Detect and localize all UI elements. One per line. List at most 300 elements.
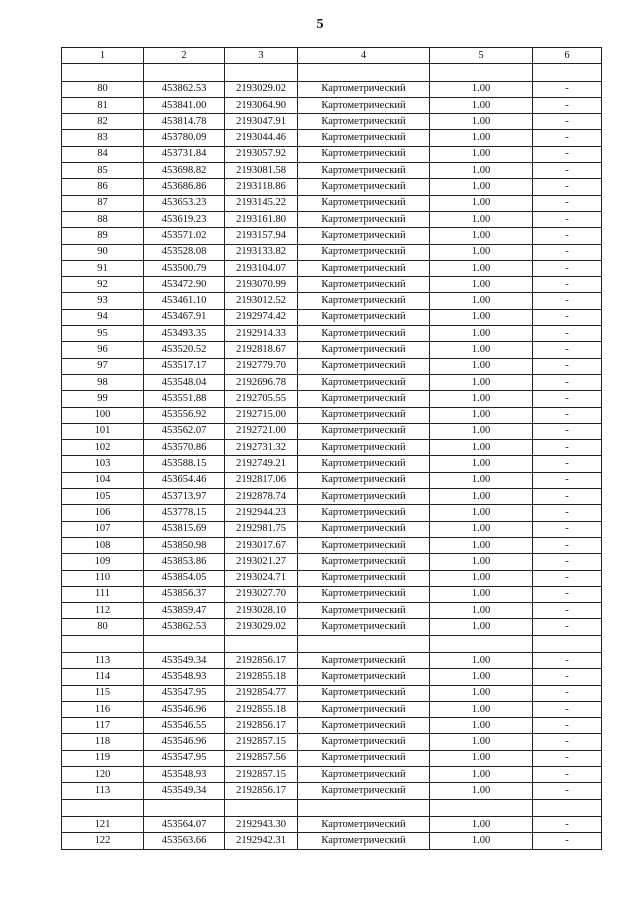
table-row (62, 472, 602, 488)
table-cell: - (533, 554, 602, 570)
table-cell: - (533, 407, 602, 423)
table-row (62, 505, 602, 521)
table-cell: 106 (62, 505, 144, 521)
table-cell: 117 (62, 718, 144, 734)
table-cell: 112 (62, 603, 144, 619)
table-cell: Картометрический (298, 619, 430, 635)
table-cell: 2192856.17 (225, 783, 298, 799)
table-cell: 1.00 (430, 603, 533, 619)
empty-cell (62, 64, 144, 81)
table-cell: 1.00 (430, 163, 533, 179)
table-cell: 2192855.18 (225, 701, 298, 717)
table-row (62, 211, 602, 227)
table-cell: 96 (62, 342, 144, 358)
table-cell: Картометрический (298, 81, 430, 97)
table-cell: Картометрический (298, 652, 430, 668)
table-cell: - (533, 211, 602, 227)
table-cell: Картометрический (298, 734, 430, 750)
table-cell: Картометрический (298, 244, 430, 260)
table-cell: - (533, 489, 602, 505)
table-cell: Картометрический (298, 701, 430, 717)
table-cell: 1.00 (430, 505, 533, 521)
table-cell: 100 (62, 407, 144, 423)
table-row (62, 326, 602, 342)
table-cell: 89 (62, 228, 144, 244)
table-cell: - (533, 456, 602, 472)
table-row (62, 767, 602, 783)
table-cell: 1.00 (430, 783, 533, 799)
table-cell: 2193118.86 (225, 179, 298, 195)
table-cell: 2193133.82 (225, 244, 298, 260)
table-cell: 1.00 (430, 833, 533, 849)
empty-cell (144, 64, 225, 81)
table-row (62, 277, 602, 293)
table-cell: 1.00 (430, 570, 533, 586)
table-cell: 2193012.52 (225, 293, 298, 309)
table-cell: 453850.98 (144, 537, 225, 553)
table-row (62, 146, 602, 162)
table-cell: 453713.97 (144, 489, 225, 505)
table-row (62, 489, 602, 505)
empty-cell (225, 799, 298, 816)
table-cell: 84 (62, 146, 144, 162)
table-cell: 453686.86 (144, 179, 225, 195)
table-cell: - (533, 505, 602, 521)
table-cell: 453548.93 (144, 669, 225, 685)
table-cell: - (533, 750, 602, 766)
table-cell: 122 (62, 833, 144, 849)
table-cell: 453853.86 (144, 554, 225, 570)
table-row (62, 521, 602, 537)
table-row (62, 456, 602, 472)
table-row (62, 244, 602, 260)
table-row (62, 309, 602, 325)
table-cell: 108 (62, 537, 144, 553)
table-cell: 2193028.10 (225, 603, 298, 619)
table-cell: 1.00 (430, 537, 533, 553)
table-cell: Картометрический (298, 277, 430, 293)
table-cell: 453854.05 (144, 570, 225, 586)
table-cell: 1.00 (430, 358, 533, 374)
table-cell: Картометрический (298, 391, 430, 407)
table-cell: 90 (62, 244, 144, 260)
table-cell: 453547.95 (144, 685, 225, 701)
table-row (62, 260, 602, 276)
table-cell: 2193161.80 (225, 211, 298, 227)
table-cell: Картометрический (298, 228, 430, 244)
table-cell: 2193029.02 (225, 619, 298, 635)
table-cell: 453562.07 (144, 423, 225, 439)
table-cell: 2193024.71 (225, 570, 298, 586)
empty-cell (225, 64, 298, 81)
table-row (62, 537, 602, 553)
header-cell: 5 (430, 48, 533, 64)
table-cell: Картометрический (298, 669, 430, 685)
page-number: 5 (316, 17, 324, 32)
table-cell: 2193145.22 (225, 195, 298, 211)
table-cell: 2192857.56 (225, 750, 298, 766)
table-cell: 2192721.00 (225, 423, 298, 439)
table-cell: 87 (62, 195, 144, 211)
table-cell: 453862.53 (144, 619, 225, 635)
table-cell: 86 (62, 179, 144, 195)
table-cell: - (533, 440, 602, 456)
table-row (62, 293, 602, 309)
table-cell: 1.00 (430, 81, 533, 97)
table-cell: Картометрический (298, 750, 430, 766)
table-cell: 119 (62, 750, 144, 766)
table-cell: 1.00 (430, 374, 533, 390)
table-cell: 102 (62, 440, 144, 456)
table-row (62, 669, 602, 685)
table-cell: 453814.78 (144, 114, 225, 130)
table-cell: Картометрический (298, 130, 430, 146)
table-cell: Картометрический (298, 423, 430, 439)
table-cell: 1.00 (430, 652, 533, 668)
table-row (62, 586, 602, 602)
table-cell: 118 (62, 734, 144, 750)
empty-cell (533, 64, 602, 81)
table-cell: 2192818.67 (225, 342, 298, 358)
table-cell: 1.00 (430, 489, 533, 505)
table-cell: - (533, 718, 602, 734)
table-cell: 453548.93 (144, 767, 225, 783)
table-row (62, 228, 602, 244)
table-cell: 104 (62, 472, 144, 488)
coordinates-table (61, 47, 602, 850)
table-cell: 2192944.23 (225, 505, 298, 521)
table-cell: 2192974.42 (225, 309, 298, 325)
table-cell: 2192942.31 (225, 833, 298, 849)
table-cell: 1.00 (430, 179, 533, 195)
table-cell: Картометрический (298, 570, 430, 586)
table-cell: Картометрический (298, 309, 430, 325)
table-cell: 88 (62, 211, 144, 227)
table-cell: 85 (62, 163, 144, 179)
table-cell: 2192856.17 (225, 718, 298, 734)
table-cell: 83 (62, 130, 144, 146)
table-cell: 2192914.33 (225, 326, 298, 342)
table-cell: - (533, 391, 602, 407)
table-cell: 2192856.17 (225, 652, 298, 668)
table-cell: 111 (62, 586, 144, 602)
table-cell: 1.00 (430, 423, 533, 439)
empty-cell (430, 64, 533, 81)
table-cell: 113 (62, 652, 144, 668)
table-row (62, 358, 602, 374)
table-row (62, 342, 602, 358)
empty-cell (298, 635, 430, 652)
table-cell: 82 (62, 114, 144, 130)
table-cell: - (533, 374, 602, 390)
table-cell: Картометрический (298, 489, 430, 505)
table-cell: 2193044.46 (225, 130, 298, 146)
table-cell: 1.00 (430, 146, 533, 162)
table-cell: - (533, 833, 602, 849)
table-cell: Картометрический (298, 179, 430, 195)
table-cell: 1.00 (430, 211, 533, 227)
table-cell: - (533, 603, 602, 619)
table-cell: 453571.02 (144, 228, 225, 244)
table-cell: Картометрический (298, 537, 430, 553)
table-cell: 2192857.15 (225, 767, 298, 783)
table-cell: 453547.95 (144, 750, 225, 766)
table-row (62, 652, 602, 668)
table-cell: 1.00 (430, 228, 533, 244)
table-cell: - (533, 685, 602, 701)
table-cell: - (533, 619, 602, 635)
table-cell: Картометрический (298, 603, 430, 619)
table-cell: - (533, 309, 602, 325)
table-cell: 116 (62, 701, 144, 717)
empty-cell (533, 635, 602, 652)
table-cell: 2193057.92 (225, 146, 298, 162)
table-row (62, 570, 602, 586)
table-cell: Картометрический (298, 685, 430, 701)
table-cell: 453654.46 (144, 472, 225, 488)
table-cell: 115 (62, 685, 144, 701)
table-cell: 453563.66 (144, 833, 225, 849)
table-cell: 2193017.67 (225, 537, 298, 553)
table-cell: 453546.55 (144, 718, 225, 734)
table-cell: 2192857.15 (225, 734, 298, 750)
table-cell: 110 (62, 570, 144, 586)
empty-cell (430, 799, 533, 816)
table-cell: 453859.47 (144, 603, 225, 619)
table-cell: 81 (62, 97, 144, 113)
empty-cell (225, 635, 298, 652)
table-cell: - (533, 816, 602, 832)
table-cell: Картометрический (298, 833, 430, 849)
empty-cell (62, 799, 144, 816)
separator-row (62, 799, 602, 816)
table-cell: 453528.08 (144, 244, 225, 260)
table-cell: 453461.10 (144, 293, 225, 309)
table-cell: 1.00 (430, 195, 533, 211)
table-cell: 453731.84 (144, 146, 225, 162)
table-cell: Картометрический (298, 374, 430, 390)
table-cell: Картометрический (298, 816, 430, 832)
table-cell: 1.00 (430, 734, 533, 750)
table-cell: - (533, 423, 602, 439)
table-cell: 453493.35 (144, 326, 225, 342)
table-cell: 453778.15 (144, 505, 225, 521)
table-cell: 2192715.00 (225, 407, 298, 423)
table-cell: 97 (62, 358, 144, 374)
table-cell: - (533, 146, 602, 162)
table-cell: 453517.17 (144, 358, 225, 374)
table-cell: 2193081.58 (225, 163, 298, 179)
table-cell: 1.00 (430, 718, 533, 734)
table-cell: - (533, 163, 602, 179)
table-cell: 453841.00 (144, 97, 225, 113)
table-cell: 2192705.55 (225, 391, 298, 407)
table-cell: Картометрический (298, 358, 430, 374)
table-cell: - (533, 358, 602, 374)
table-cell: - (533, 570, 602, 586)
table-cell: 101 (62, 423, 144, 439)
table-row (62, 195, 602, 211)
table-cell: Картометрический (298, 342, 430, 358)
table-cell: 1.00 (430, 669, 533, 685)
table-cell: 2192817.06 (225, 472, 298, 488)
table-cell: - (533, 342, 602, 358)
table-cell: Картометрический (298, 97, 430, 113)
coordinates-table-body (62, 48, 602, 850)
table-cell: 99 (62, 391, 144, 407)
header-cell: 2 (144, 48, 225, 64)
table-cell: - (533, 734, 602, 750)
table-cell: 1.00 (430, 309, 533, 325)
table-cell: 1.00 (430, 521, 533, 537)
table-cell: 453862.53 (144, 81, 225, 97)
table-cell: Картометрический (298, 114, 430, 130)
header-cell: 1 (62, 48, 144, 64)
table-cell: 1.00 (430, 586, 533, 602)
table-cell: 1.00 (430, 619, 533, 635)
separator-row (62, 64, 602, 81)
table-cell: 1.00 (430, 277, 533, 293)
separator-row (62, 635, 602, 652)
table-cell: 1.00 (430, 342, 533, 358)
table-cell: 2193021.27 (225, 554, 298, 570)
table-row (62, 407, 602, 423)
empty-cell (144, 799, 225, 816)
table-cell: 1.00 (430, 130, 533, 146)
table-cell: - (533, 81, 602, 97)
table-cell: - (533, 114, 602, 130)
table-cell: 453570.86 (144, 440, 225, 456)
table-cell: - (533, 586, 602, 602)
empty-cell (62, 635, 144, 652)
table-cell: Картометрический (298, 783, 430, 799)
table-row (62, 423, 602, 439)
table-cell: Картометрический (298, 260, 430, 276)
table-cell: 453472.90 (144, 277, 225, 293)
table-cell: 2193027.70 (225, 586, 298, 602)
table-cell: 80 (62, 81, 144, 97)
table-row (62, 440, 602, 456)
table-cell: Картометрический (298, 767, 430, 783)
table-row (62, 554, 602, 570)
table-cell: 2193157.94 (225, 228, 298, 244)
table-row (62, 701, 602, 717)
table-cell: - (533, 767, 602, 783)
table-cell: 2193104.07 (225, 260, 298, 276)
table-row (62, 603, 602, 619)
table-cell: 1.00 (430, 391, 533, 407)
table-cell: Картометрический (298, 521, 430, 537)
table-row (62, 179, 602, 195)
table-cell: Картометрический (298, 440, 430, 456)
empty-cell (430, 635, 533, 652)
table-cell: 93 (62, 293, 144, 309)
table-cell: 453500.79 (144, 260, 225, 276)
table-cell: 1.00 (430, 407, 533, 423)
empty-cell (298, 64, 430, 81)
table-cell: 453588.15 (144, 456, 225, 472)
table-cell: 1.00 (430, 293, 533, 309)
table-row (62, 163, 602, 179)
table-cell: Картометрический (298, 146, 430, 162)
table-cell: 109 (62, 554, 144, 570)
header-row (62, 48, 602, 64)
table-cell: Картометрический (298, 293, 430, 309)
table-cell: 92 (62, 277, 144, 293)
table-row (62, 718, 602, 734)
table-cell: - (533, 293, 602, 309)
table-cell: 80 (62, 619, 144, 635)
table-row (62, 619, 602, 635)
table-cell: 1.00 (430, 554, 533, 570)
table-cell: 120 (62, 767, 144, 783)
table-cell: 2192854.77 (225, 685, 298, 701)
table-cell: Картометрический (298, 554, 430, 570)
table-cell: 453549.34 (144, 652, 225, 668)
table-cell: 1.00 (430, 260, 533, 276)
table-cell: 453564.07 (144, 816, 225, 832)
table-cell: Картометрический (298, 211, 430, 227)
table-cell: 1.00 (430, 816, 533, 832)
table-row (62, 130, 602, 146)
table-row (62, 734, 602, 750)
table-cell: Картометрический (298, 163, 430, 179)
table-cell: 105 (62, 489, 144, 505)
table-cell: 2192878.74 (225, 489, 298, 505)
table-cell: Картометрический (298, 505, 430, 521)
table-cell: 2193070.99 (225, 277, 298, 293)
table-cell: 1.00 (430, 456, 533, 472)
table-row (62, 81, 602, 97)
table-cell: 1.00 (430, 244, 533, 260)
table-cell: 453815.69 (144, 521, 225, 537)
table-cell: 94 (62, 309, 144, 325)
table-row (62, 816, 602, 832)
table-cell: 1.00 (430, 326, 533, 342)
table-cell: 453556.92 (144, 407, 225, 423)
table-cell: Картометрический (298, 326, 430, 342)
table-cell: 1.00 (430, 440, 533, 456)
table-cell: - (533, 195, 602, 211)
table-cell: 2193029.02 (225, 81, 298, 97)
table-cell: - (533, 472, 602, 488)
table-cell: 453619.23 (144, 211, 225, 227)
table-cell: 2192855.18 (225, 669, 298, 685)
table-cell: 2192779.70 (225, 358, 298, 374)
table-cell: 121 (62, 816, 144, 832)
empty-cell (298, 799, 430, 816)
table-cell: 1.00 (430, 767, 533, 783)
table-cell: 1.00 (430, 472, 533, 488)
table-cell: 1.00 (430, 114, 533, 130)
table-cell: 98 (62, 374, 144, 390)
table-cell: 95 (62, 326, 144, 342)
table-row (62, 833, 602, 849)
table-cell: 453780.09 (144, 130, 225, 146)
table-row (62, 97, 602, 113)
table-cell: 1.00 (430, 685, 533, 701)
table-cell: 453551.88 (144, 391, 225, 407)
table-cell: Картометрический (298, 586, 430, 602)
table-cell: 453546.96 (144, 734, 225, 750)
table-cell: 2192749.21 (225, 456, 298, 472)
table-cell: - (533, 783, 602, 799)
header-cell: 6 (533, 48, 602, 64)
table-cell: Картометрический (298, 718, 430, 734)
table-cell: - (533, 669, 602, 685)
table-cell: 2193047.91 (225, 114, 298, 130)
table-cell: 2192731.32 (225, 440, 298, 456)
